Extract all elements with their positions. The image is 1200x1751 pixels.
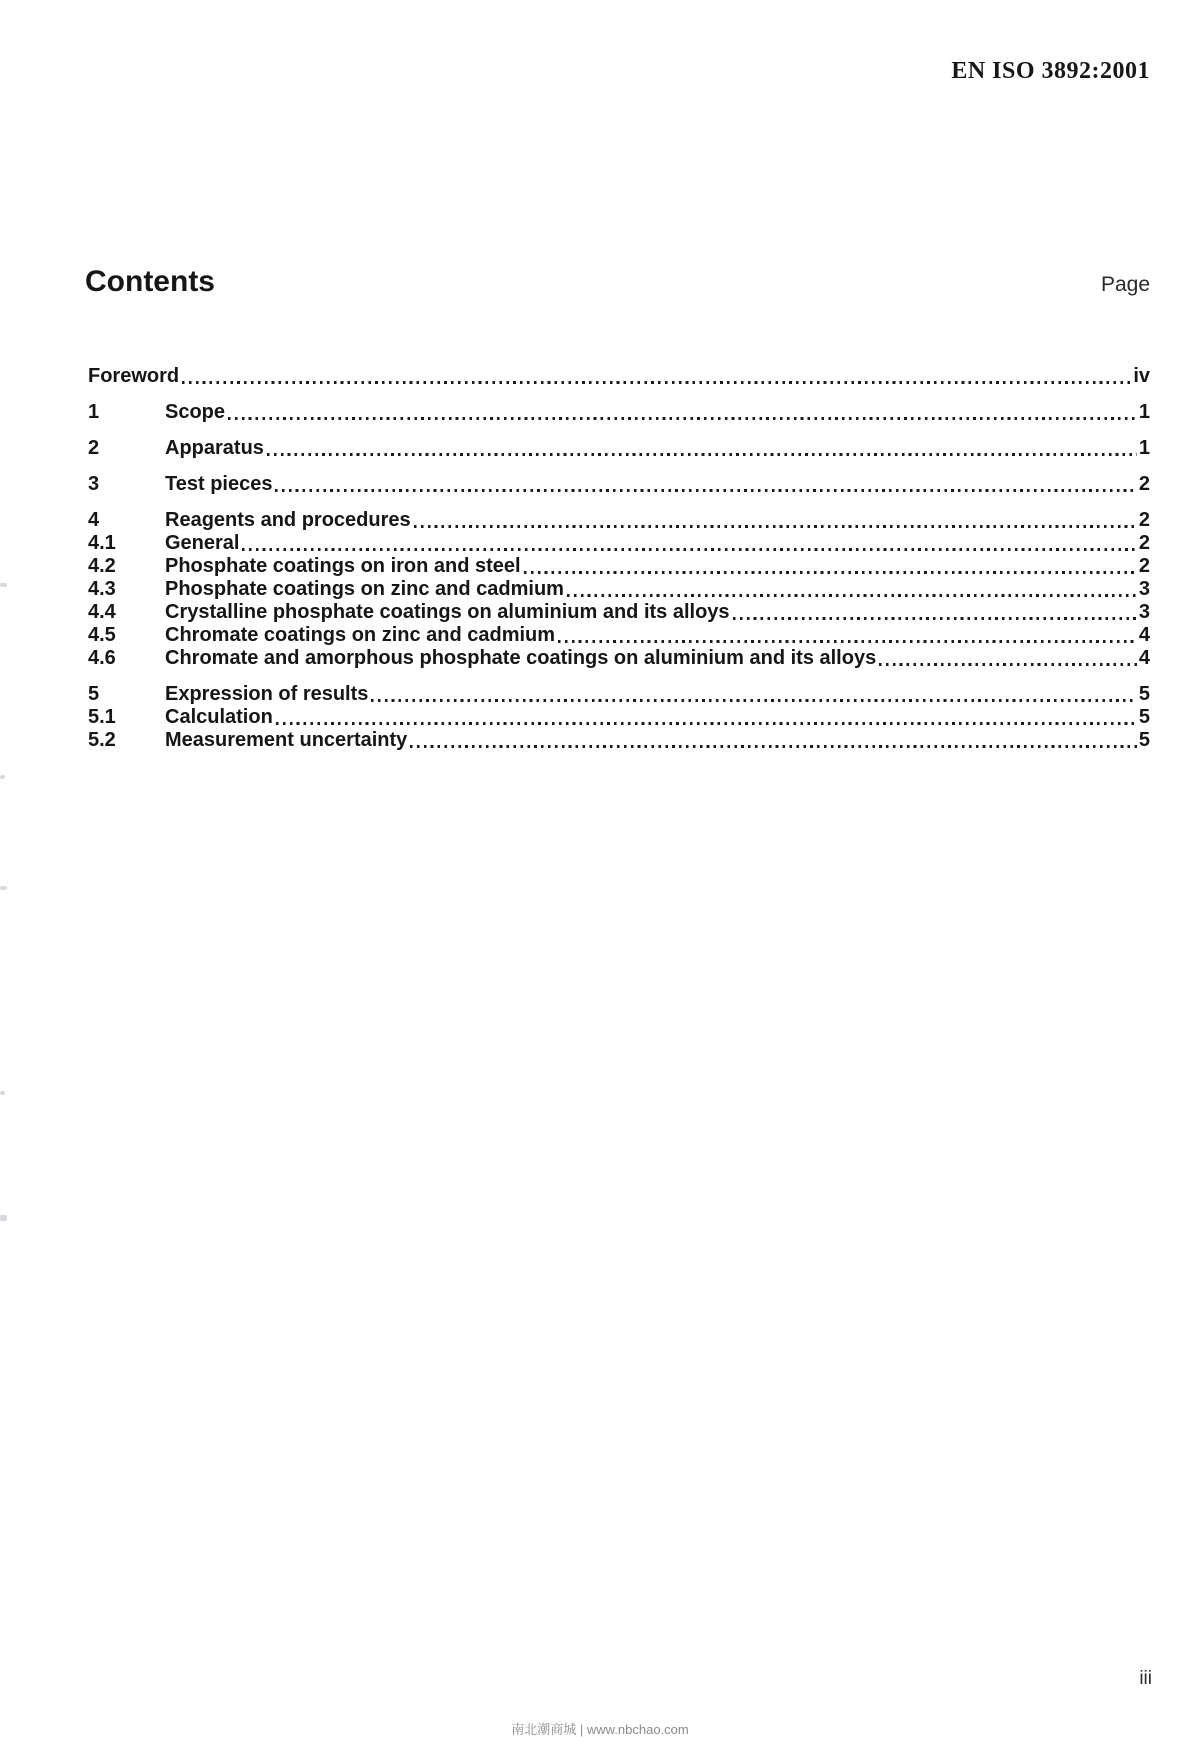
dot-leader — [275, 489, 1136, 492]
toc-entry-number: 5.1 — [88, 706, 116, 728]
dot-leader — [267, 453, 1137, 456]
toc-entry-page: 4 — [1138, 624, 1150, 646]
toc-entry — [88, 437, 1150, 460]
toc-entry-page: 2 — [1138, 555, 1150, 577]
toc-entry-page: 3 — [1138, 601, 1150, 623]
toc-entry-label: Chromate coatings on zinc and cadmium — [165, 624, 556, 646]
toc-entry-label: Apparatus — [165, 437, 264, 459]
toc-entry-label: Test pieces — [165, 473, 273, 495]
scan-artifact — [0, 775, 5, 779]
toc-entry — [88, 532, 1150, 555]
table-of-contents — [88, 352, 1150, 752]
toc-entry — [88, 473, 1150, 496]
dot-leader — [242, 548, 1136, 551]
toc-entry-label: General — [165, 532, 240, 554]
toc-entry — [88, 365, 1150, 388]
toc-entry — [88, 624, 1150, 647]
toc-entry-number: 4.1 — [88, 532, 116, 554]
toc-entry-page: 2 — [1138, 473, 1150, 495]
toc-entry-page: 5 — [1138, 683, 1150, 705]
toc-entry — [88, 729, 1150, 752]
dot-leader — [558, 640, 1137, 643]
toc-entry-page: iv — [1133, 365, 1150, 387]
toc-entry-label: Calculation — [165, 706, 273, 728]
watermark-text: 南北潮商城 | www.nbchao.com — [511, 1722, 689, 1737]
toc-entry-number: 2 — [88, 437, 100, 459]
toc-entry-number: 5.2 — [88, 729, 116, 751]
toc-entry — [88, 401, 1150, 424]
toc-entry — [88, 555, 1150, 578]
toc-entry-number: 4.2 — [88, 555, 116, 577]
dot-leader — [733, 617, 1137, 620]
dot-leader — [371, 699, 1136, 702]
toc-entry-label: Phosphate coatings on iron and steel — [165, 555, 521, 577]
toc-entry-label: Crystalline phosphate coatings on aluminium and its alloys — [165, 601, 730, 623]
toc-entry-page: 4 — [1138, 647, 1150, 669]
dot-leader — [567, 594, 1137, 597]
toc-entry-number: 5 — [88, 683, 100, 705]
toc-entry-page: 2 — [1138, 509, 1150, 531]
toc-entry — [88, 578, 1150, 601]
toc-entry-number: 4.6 — [88, 647, 116, 669]
toc-entry — [88, 601, 1150, 624]
dot-leader — [228, 417, 1137, 420]
toc-entry-page: 1 — [1138, 437, 1150, 459]
toc-entry-page: 5 — [1138, 706, 1150, 728]
scan-artifact — [0, 583, 7, 587]
toc-entry-label: Measurement uncertainty — [165, 729, 408, 751]
toc-entry-page: 1 — [1138, 401, 1150, 423]
toc-entry-number: 4.3 — [88, 578, 116, 600]
toc-entry-page: 3 — [1138, 578, 1150, 600]
page-title: Contents — [85, 265, 215, 298]
dot-leader — [410, 745, 1137, 748]
toc-entry-number: 4 — [88, 509, 100, 531]
dot-leader — [414, 525, 1137, 528]
scan-artifact — [0, 1215, 7, 1221]
toc-entry-number: 4.5 — [88, 624, 116, 646]
toc-entry-page: 2 — [1138, 532, 1150, 554]
toc-entry-label: Expression of results — [165, 683, 369, 705]
toc-entry-page: 5 — [1138, 729, 1150, 751]
dot-leader — [276, 722, 1137, 725]
dot-leader — [879, 663, 1137, 666]
dot-leader — [182, 381, 1131, 384]
toc-entry — [88, 706, 1150, 729]
document-standard-number: EN ISO 3892:2001 — [951, 58, 1150, 84]
toc-entry-label: Reagents and procedures — [165, 509, 411, 531]
scan-artifact — [0, 1091, 5, 1095]
page-column-label: Page — [1100, 273, 1150, 296]
toc-entry — [88, 509, 1150, 532]
toc-entry — [88, 647, 1150, 670]
toc-entry-number: 3 — [88, 473, 100, 495]
toc-entry-label: Chromate and amorphous phosphate coatings on aluminium and its alloys — [165, 647, 877, 669]
dot-leader — [524, 571, 1137, 574]
toc-entry-number: 4.4 — [88, 601, 116, 623]
toc-entry-label: Foreword — [88, 365, 180, 387]
contents-header-row — [85, 265, 1150, 299]
footer-page-number: iii — [1139, 1668, 1152, 1689]
toc-entry-number: 1 — [88, 401, 100, 423]
toc-entry-label: Scope — [165, 401, 226, 423]
scan-artifact — [0, 886, 7, 890]
toc-entry — [88, 683, 1150, 706]
toc-entry-label: Phosphate coatings on zinc and cadmium — [165, 578, 564, 600]
